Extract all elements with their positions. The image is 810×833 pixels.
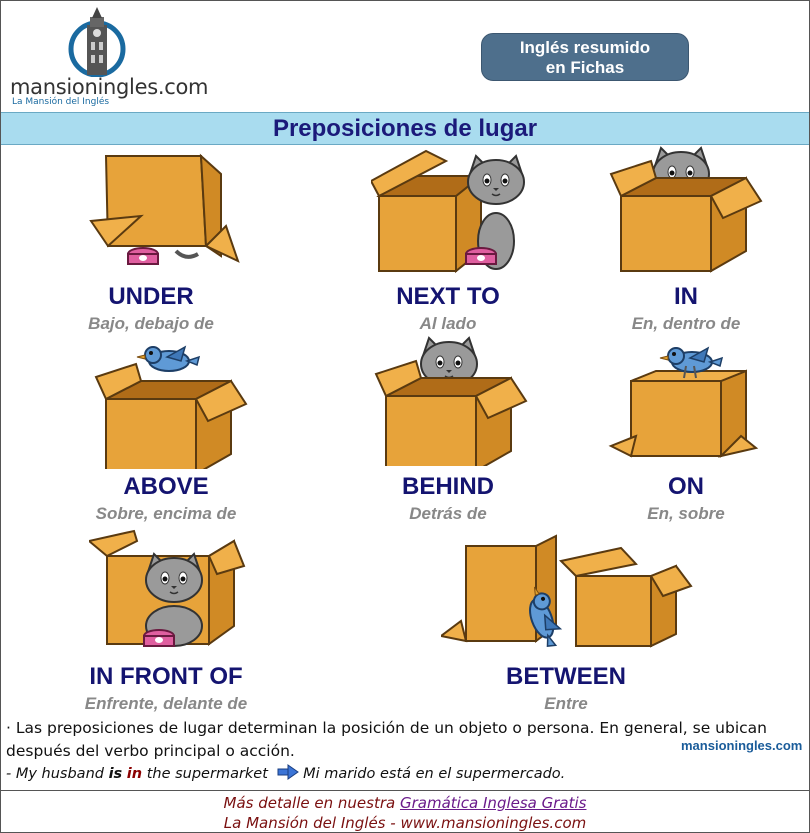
illustration-next-to (371, 146, 531, 276)
badge-line1: Inglés resumido (519, 38, 651, 57)
label-in: IN (674, 283, 698, 310)
logo-text[interactable]: mansioningles.com (10, 75, 209, 99)
label-above: ABOVE (123, 473, 209, 500)
badge-line2: en Fichas (545, 58, 625, 77)
example-in: in (126, 766, 143, 782)
translation-under: Bajo, debajo de (88, 314, 214, 333)
label-between: BETWEEN (506, 663, 626, 690)
tower-logo-icon (66, 7, 128, 77)
translation-behind: Detrás de (409, 504, 487, 523)
label-on: ON (668, 473, 704, 500)
translation-above: Sobre, encima de (95, 504, 237, 523)
header (1, 1, 809, 111)
translation-in-front-of: Enfrente, delante de (84, 694, 248, 713)
example-translation: Mi marido está en el supermercado. (298, 766, 566, 782)
illustration-on (606, 336, 766, 466)
illustration-between (441, 526, 701, 661)
label-under: UNDER (108, 283, 194, 310)
translation-on: En, sobre (647, 504, 725, 523)
logo-subtitle: La Mansión del Inglés (12, 97, 110, 107)
footer-line2: La Mansión del Inglés - www.mansioningles.com (223, 814, 587, 832)
translation-in: En, dentro de (631, 314, 741, 333)
label-in-front-of: IN FRONT OF (89, 663, 243, 690)
explanation-text: · Las preposiciones de lugar determinan la posición de un objeto o persona. En general, se ubican después del verbo principal o acción. (6, 719, 767, 760)
illustration-under (86, 146, 246, 276)
footer-line1 (1, 793, 809, 813)
translation-next-to: Al lado (419, 314, 477, 333)
arrow-right-icon (277, 764, 299, 780)
illustration-behind (371, 336, 531, 466)
grammar-link[interactable]: Gramática Inglesa Gratis (399, 794, 587, 812)
example-prefix: - My husband (6, 766, 109, 782)
brand-watermark: mansioningles.com (681, 738, 803, 753)
illustration-in-front-of (89, 526, 249, 661)
example-suffix: the supermarket (142, 766, 268, 782)
label-behind: BEHIND (401, 473, 494, 500)
illustration-in (606, 146, 766, 276)
footer-prefix: Más detalle en nuestra (223, 794, 400, 812)
translation-between: Entre (544, 694, 588, 713)
illustration-above (91, 339, 251, 469)
fichas-badge[interactable] (481, 33, 689, 81)
page-title: Preposiciones de lugar (1, 112, 809, 145)
footer (1, 790, 809, 832)
example-sentence (6, 764, 565, 782)
example-is: is (108, 766, 123, 782)
label-next-to: NEXT TO (396, 283, 500, 310)
